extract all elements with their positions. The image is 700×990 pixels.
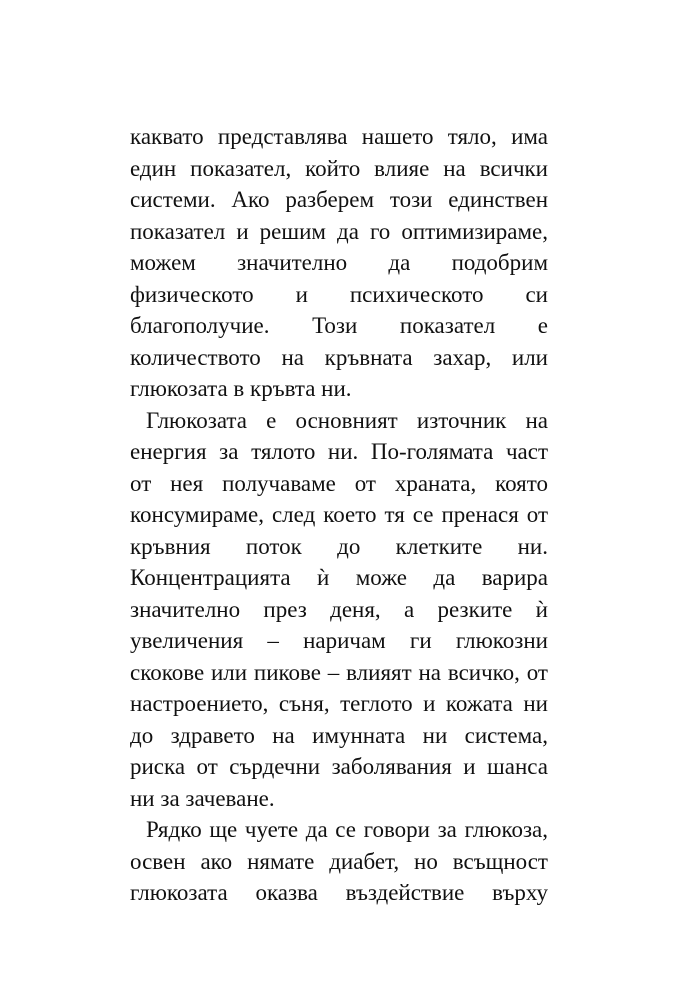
- text-line: количеството на кръвната захар, или: [130, 344, 548, 370]
- text-line: значително през деня, а резките ѝ: [130, 596, 548, 622]
- text-line: показател и решим да го оптимизираме,: [130, 218, 548, 244]
- text-line: освен ако нямате диабет, но всъщност: [130, 848, 548, 874]
- text-line: Глюкозата е основният източник на: [146, 407, 548, 433]
- text-line: Концентрацията ѝ може да варира: [130, 565, 548, 590]
- text-line: консумираме, след което тя се пренася от: [130, 502, 548, 527]
- text-line: глюкозата оказва въздействие върху: [130, 880, 548, 905]
- text-line: Рядко ще чуете да се говори за глюкоза,: [146, 817, 548, 842]
- text-line: енергия за тялото ни. По-голямата част: [130, 439, 548, 464]
- page-body-text: [130, 121, 548, 909]
- paragraph-2: [130, 405, 548, 815]
- text-line: глюкозата в кръвта ни.: [130, 376, 352, 401]
- text-line: благополучие. Този показател е: [130, 313, 548, 338]
- paragraph-1: [130, 121, 548, 405]
- text-line: настроението, съня, теглото и кожата ни: [130, 691, 548, 716]
- text-line: увеличения – наричам ги глюкозни: [130, 628, 548, 653]
- text-line: един показател, който влияе на всички: [130, 155, 548, 181]
- text-line: до здравето на имунната ни система,: [130, 722, 548, 748]
- paragraph-3: [130, 814, 548, 909]
- text-line: скокове или пикове – влияят на всичко, от: [130, 659, 548, 685]
- text-line: кръвния поток до клетките ни.: [130, 533, 548, 559]
- text-line: риска от сърдечни заболявания и шанса: [130, 754, 548, 779]
- text-line: каквато представлява нашето тяло, има: [130, 124, 548, 149]
- text-line: можем значително да подобрим: [130, 250, 548, 275]
- text-line: ни за зачеване.: [130, 785, 275, 811]
- text-line: физическото и психическото си: [130, 281, 548, 307]
- text-line: системи. Ако разберем този единствен: [130, 187, 548, 212]
- text-line: от нея получаваме от храната, която: [130, 470, 548, 496]
